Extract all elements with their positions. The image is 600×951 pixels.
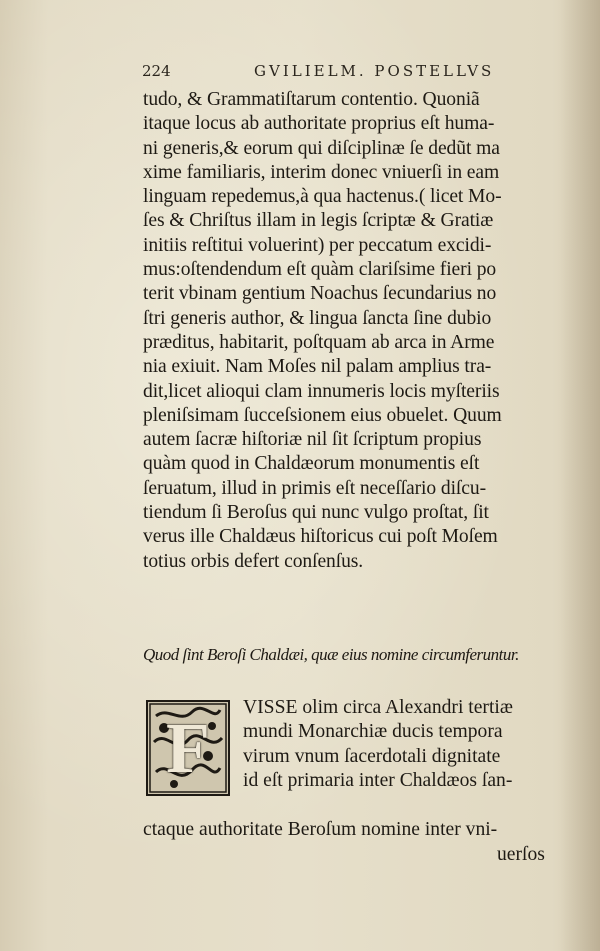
catchword: uerſos [497,844,545,865]
text-line: VISSE olim circa Alexandri tertiæ [243,697,513,718]
text-line: ni generis,& eorum qui diſciplinæ ſe dedũt ma [143,137,500,159]
text-line: mundi Monarchiæ ducis tempora [243,721,503,743]
text-line: tiendum ſi Beroſus qui nunc vulgo proſtat, ſit [143,502,489,524]
text-line: autem ſacræ hiſtoriæ nil ſit ſcriptum propius [143,429,482,451]
text-line: dit,licet alioqui clam innumeris locis myſteriis [143,380,500,402]
body-text [143,88,563,574]
text-line: totius orbis defert conſenſus. [143,550,364,572]
decorated-initial [146,700,230,796]
text-line: initiis reſtitui voluerint) per peccatum excidi- [143,234,492,256]
chapter-heading: Quod ſint Beroſi Chaldæi, quæ eius nomine circumferuntur. [143,645,519,664]
text-line: id eſt primaria inter Chaldæos ſan- [243,769,513,791]
initial-letter: F [166,708,210,788]
text-line: nia exiuit. Nam Moſes nil palam amplius tra- [143,356,492,378]
text-line: ſtri generis author, & lingua ſancta ſine dubio [143,307,492,329]
page-header [142,62,542,82]
text-line: xime familiaris, interim donec vniuerſi in eam [143,161,500,183]
text-line: pleniſsimam ſucceſsionem eius obuelet. Quum [143,404,502,426]
text-line: linguam repedemus,à qua hactenus.( licet Mo- [143,186,502,208]
text-line: quàm quod in Chaldæorum monumentis eſt [143,453,480,475]
page-number: 224 [142,62,171,80]
text-line: ſeruatum, illud in primis eſt neceſſario diſcu- [143,477,486,499]
text-line: itaque locus ab authoritate proprius eſt huma- [143,113,495,135]
drop-cap-text [243,696,563,793]
text-line: terit vbinam gentium Noachus ſecundarius no [143,283,497,305]
page-edge-shadow [560,0,600,951]
text-line: mus:oſtendendum eſt quàm clariſsime fieri po [143,259,497,281]
text-line: tudo, & Grammatiſtarum contentio. Quoniã [143,89,480,110]
text-line: virum vnum ſacerdotali dignitate [243,745,501,767]
text-line: ſes & Chriſtus illam in legis ſcriptæ & Gratiæ [143,210,494,232]
running-head: GVILIELM. POSTELLVS [254,62,495,80]
text-line: præditus, habitarit, poſtquam ab arca in Arme [143,331,495,353]
text-line: verus ille Chaldæus hiſtoricus cui poſt Moſem [143,526,498,548]
body-text-continued [143,818,563,842]
text-line: ctaque authoritate Beroſum nomine inter vni- [143,819,498,840]
